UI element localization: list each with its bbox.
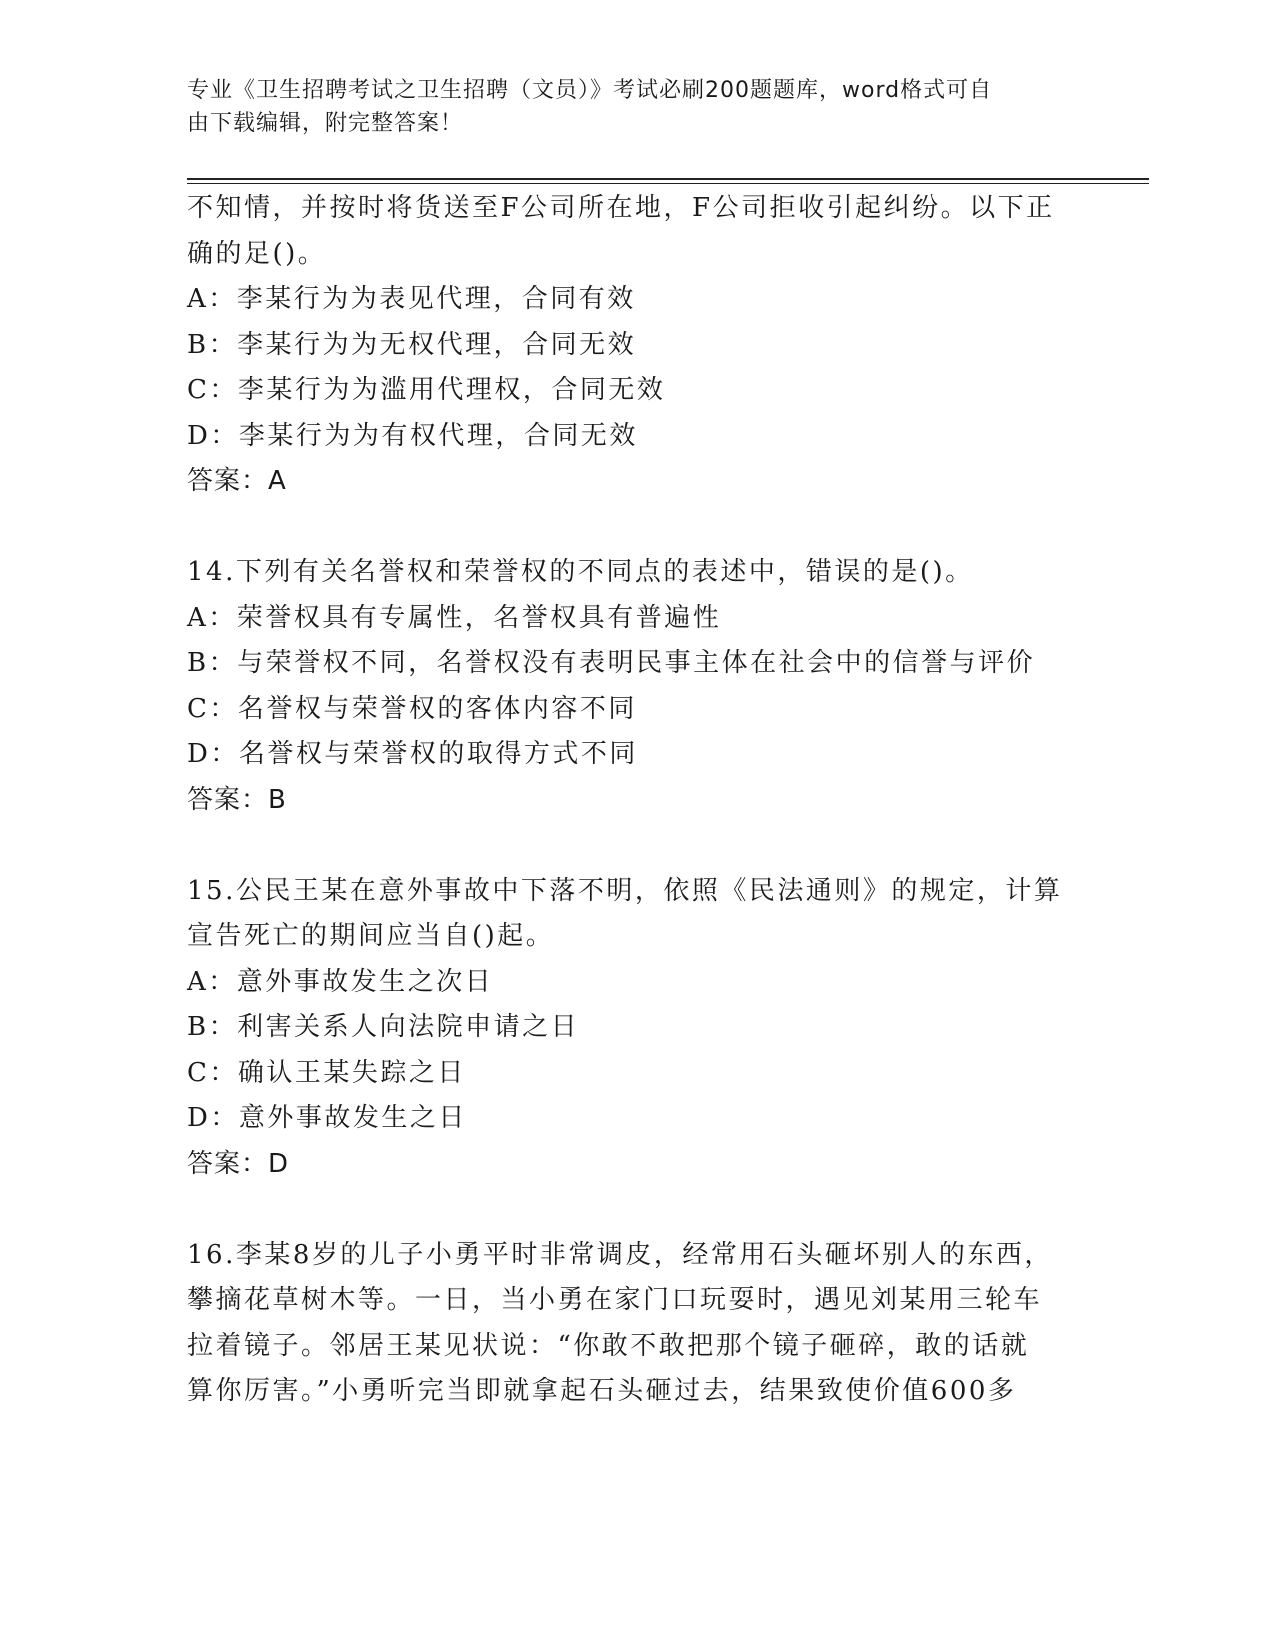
question-14: [187, 550, 1087, 823]
question-14-option-d: D：名誉权与荣誉权的取得方式不同: [187, 739, 638, 769]
question-16-text-line-4: 算你厉害。”小勇听完当即就拿起石头砸过去，结果致使价值600多: [187, 1376, 1017, 1406]
question-14-option-c: C：名誉权与荣誉权的客体内容不同: [187, 693, 637, 724]
spacer: [187, 1187, 1087, 1233]
spacer: [187, 505, 1087, 551]
question-13-text-line-1: 不知情，并按时将货送至F公司所在地，F公司拒收引起纠纷。以下正: [187, 193, 1055, 223]
question-13-text-line-2: 确的足()。: [187, 238, 327, 269]
question-16-text-line-1: 16.李某8岁的儿子小勇平时非常调皮，经常用石头砸坏别人的东西，: [187, 1239, 1053, 1270]
question-14-text-line-1: 14.下列有关名誉权和荣誉权的不同点的表述中，错误的是()。: [187, 557, 974, 587]
document-header: [187, 74, 1067, 140]
header-rule-thin: [187, 183, 1149, 184]
question-15-option-d: D：意外事故发生之日: [187, 1103, 467, 1133]
question-13-answer: 答案：A: [187, 466, 287, 496]
question-13: [187, 186, 1087, 505]
question-16-text-line-2: 攀摘花草树木等。一日，当小勇在家门口玩耍时，遇见刘某用三轮车: [187, 1285, 1043, 1315]
question-14-option-b: B：与荣誉权不同，名誉权没有表明民事主体在社会中的信誉与评价: [187, 648, 1036, 678]
question-14-answer: 答案：B: [187, 784, 287, 815]
question-15-option-c: C：确认王某失踪之日: [187, 1057, 466, 1088]
question-15-answer: 答案：D: [187, 1148, 290, 1179]
spacer: [187, 823, 1087, 869]
question-16-text-line-3: 拉着镜子。邻居王某见状说：“你敢不敢把那个镜子砸碎，敢的话就: [187, 1330, 1030, 1361]
header-rule-thick: [187, 178, 1149, 180]
header-line-2: 由下载编辑，附完整答案！: [187, 111, 464, 136]
question-15-option-b: B：利害关系人向法院申请之日: [187, 1012, 580, 1042]
header-line-1: 专业《卫生招聘考试之卫生招聘（文员）》考试必刷200题题库，word格式可自: [187, 78, 993, 103]
question-15: [187, 869, 1087, 1188]
question-16: [187, 1233, 1087, 1415]
question-14-option-a: A：荣誉权具有专属性，名誉权具有普遍性: [187, 602, 722, 633]
question-15-option-a: A：意外事故发生之次日: [187, 966, 494, 997]
question-13-option-d: D：李某行为为有权代理，合同无效: [187, 420, 638, 451]
question-15-text-line-1: 15.公民王某在意外事故中下落不明，依照《民法通则》的规定，计算: [187, 875, 1063, 906]
document-body: [187, 186, 1087, 1415]
question-15-text-line-2: 宣告死亡的期间应当自()起。: [187, 921, 555, 951]
question-13-option-c: C：李某行为为滥用代理权，合同无效: [187, 375, 666, 405]
question-13-option-b: B：李某行为为无权代理，合同无效: [187, 329, 637, 360]
question-13-option-a: A：李某行为为表见代理，合同有效: [187, 284, 636, 314]
